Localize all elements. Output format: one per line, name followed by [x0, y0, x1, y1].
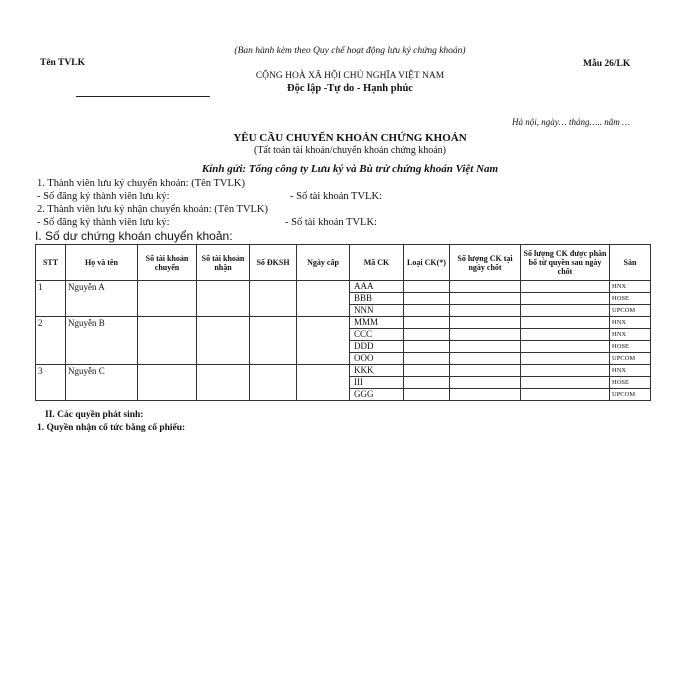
- dksh-cell[interactable]: [250, 317, 297, 365]
- holder-name-cell: Nguyễn A: [66, 281, 138, 317]
- transfer-member-reg-label: - Số đăng ký thành viên lưu ký:: [37, 191, 170, 202]
- exchange-cell: UPCOM: [610, 305, 651, 317]
- table-row: [36, 281, 651, 293]
- header-qty-record: Số lượng CK tại ngày chốt: [450, 245, 521, 281]
- from-account-cell[interactable]: [138, 365, 197, 401]
- qty-allocated-cell[interactable]: [521, 377, 610, 389]
- qty-allocated-cell[interactable]: [521, 341, 610, 353]
- table-row: [36, 317, 651, 329]
- to-account-cell[interactable]: [197, 317, 250, 365]
- issue-date-cell[interactable]: [297, 365, 350, 401]
- form-code: Mẫu 26/LK: [583, 59, 631, 69]
- document-subtitle: (Tất toán tài khoản/chuyển khoản chứng khoán): [253, 145, 447, 156]
- ticker-cell: AAA: [350, 281, 404, 293]
- holder-name-cell: Nguyễn B: [66, 317, 138, 365]
- org-name: Tên TVLK: [40, 58, 85, 68]
- ticker-cell: CCC: [350, 329, 404, 341]
- ticker-cell: NNN: [350, 305, 404, 317]
- exchange-cell: HOSE: [610, 293, 651, 305]
- exchange-cell: HOSE: [610, 341, 651, 353]
- ticker-cell: OOO: [350, 353, 404, 365]
- qty-record-cell[interactable]: [450, 317, 521, 329]
- stt-cell: 1: [36, 281, 66, 317]
- stt-cell: 2: [36, 317, 66, 365]
- ticker-cell: DDD: [350, 341, 404, 353]
- transfer-member-line: 1. Thành viên lưu ký chuyển khoản: (Tên TVLK): [37, 178, 245, 189]
- exchange-cell: UPCOM: [610, 353, 651, 365]
- exchange-cell: HNX: [610, 365, 651, 377]
- exchange-cell: HOSE: [610, 377, 651, 389]
- type-cell[interactable]: [404, 353, 450, 365]
- header-ticker: Mã CK: [350, 245, 404, 281]
- transfer-member-account-label: - Số tài khoản TVLK:: [290, 191, 382, 202]
- type-cell[interactable]: [404, 317, 450, 329]
- to-account-cell[interactable]: [197, 365, 250, 401]
- ticker-cell: III: [350, 377, 404, 389]
- qty-record-cell[interactable]: [450, 305, 521, 317]
- dksh-cell[interactable]: [250, 281, 297, 317]
- header-type: Loại CK(*): [404, 245, 450, 281]
- holder-name-cell: Nguyễn C: [66, 365, 138, 401]
- ticker-cell: BBB: [350, 293, 404, 305]
- type-cell[interactable]: [404, 377, 450, 389]
- from-account-cell[interactable]: [138, 281, 197, 317]
- qty-allocated-cell[interactable]: [521, 281, 610, 293]
- header-name: Họ và tên: [66, 245, 138, 281]
- header-dksh: Số ĐKSH: [250, 245, 297, 281]
- table-row: [36, 365, 651, 377]
- qty-record-cell[interactable]: [450, 329, 521, 341]
- qty-allocated-cell[interactable]: [521, 293, 610, 305]
- qty-record-cell[interactable]: [450, 365, 521, 377]
- securities-table: [35, 244, 651, 401]
- receive-member-line: 2. Thành viên lưu ký nhận chuyển khoản: (Tên TVLK): [37, 204, 268, 215]
- qty-record-cell[interactable]: [450, 281, 521, 293]
- qty-record-cell[interactable]: [450, 341, 521, 353]
- issue-date-cell[interactable]: [297, 317, 350, 365]
- receive-member-account-label: - Số tài khoản TVLK:: [285, 217, 377, 228]
- qty-record-cell[interactable]: [450, 293, 521, 305]
- qty-record-cell[interactable]: [450, 353, 521, 365]
- header-from-account: Số tài khoản chuyển: [138, 245, 197, 281]
- type-cell[interactable]: [404, 329, 450, 341]
- recipient-line: Kính gửi: Tổng công ty Lưu ký và Bù trừ chứng khoán Việt Nam: [201, 163, 499, 175]
- qty-allocated-cell[interactable]: [521, 305, 610, 317]
- date-line: Hà nội, ngày… tháng….. năm …: [512, 117, 631, 127]
- dksh-cell[interactable]: [250, 365, 297, 401]
- exchange-cell: HNX: [610, 329, 651, 341]
- issued-note: (Ban hành kèm theo Quy chế hoạt động lưu ký chứng khoán): [234, 46, 466, 56]
- issue-date-cell[interactable]: [297, 281, 350, 317]
- header-exchange: Sàn: [610, 245, 651, 281]
- qty-allocated-cell[interactable]: [521, 317, 610, 329]
- type-cell[interactable]: [404, 389, 450, 401]
- ticker-cell: KKK: [350, 365, 404, 377]
- header-issue-date: Ngày cấp: [297, 245, 350, 281]
- qty-allocated-cell[interactable]: [521, 329, 610, 341]
- exchange-cell: HNX: [610, 317, 651, 329]
- section2-title: II. Các quyền phát sinh:: [45, 410, 144, 420]
- header-stt: STT: [36, 245, 66, 281]
- from-account-cell[interactable]: [138, 317, 197, 365]
- section2-item-dividend: 1. Quyền nhận cổ tức bằng cổ phiếu:: [37, 423, 186, 433]
- country-line: CỘNG HOÀ XÃ HỘI CHỦ NGHĨA VIỆT NAM: [255, 71, 445, 81]
- stt-cell: 3: [36, 365, 66, 401]
- section1-title: I. Số dư chứng khoán chuyển khoản:: [35, 229, 233, 243]
- qty-allocated-cell[interactable]: [521, 365, 610, 377]
- qty-allocated-cell[interactable]: [521, 353, 610, 365]
- qty-allocated-cell[interactable]: [521, 389, 610, 401]
- exchange-cell: HNX: [610, 281, 651, 293]
- qty-record-cell[interactable]: [450, 389, 521, 401]
- header-divider: [76, 96, 210, 97]
- receive-member-reg-label: - Số đăng ký thành viên lưu ký:: [37, 217, 170, 228]
- type-cell[interactable]: [404, 305, 450, 317]
- document-title: YÊU CẦU CHUYỂN KHOẢN CHỨNG KHOÁN: [233, 132, 467, 144]
- type-cell[interactable]: [404, 281, 450, 293]
- table-header-row: [36, 245, 651, 281]
- ticker-cell: MMM: [350, 317, 404, 329]
- exchange-cell: UPCOM: [610, 389, 651, 401]
- header-to-account: Số tài khoản nhận: [197, 245, 250, 281]
- qty-record-cell[interactable]: [450, 377, 521, 389]
- type-cell[interactable]: [404, 365, 450, 377]
- type-cell[interactable]: [404, 293, 450, 305]
- ticker-cell: GGG: [350, 389, 404, 401]
- to-account-cell[interactable]: [197, 281, 250, 317]
- header-qty-allocated: Số lượng CK được phân bổ từ quyền sau ngày chốt: [521, 245, 610, 281]
- motto: Độc lập -Tự do - Hạnh phúc: [287, 83, 413, 94]
- type-cell[interactable]: [404, 341, 450, 353]
